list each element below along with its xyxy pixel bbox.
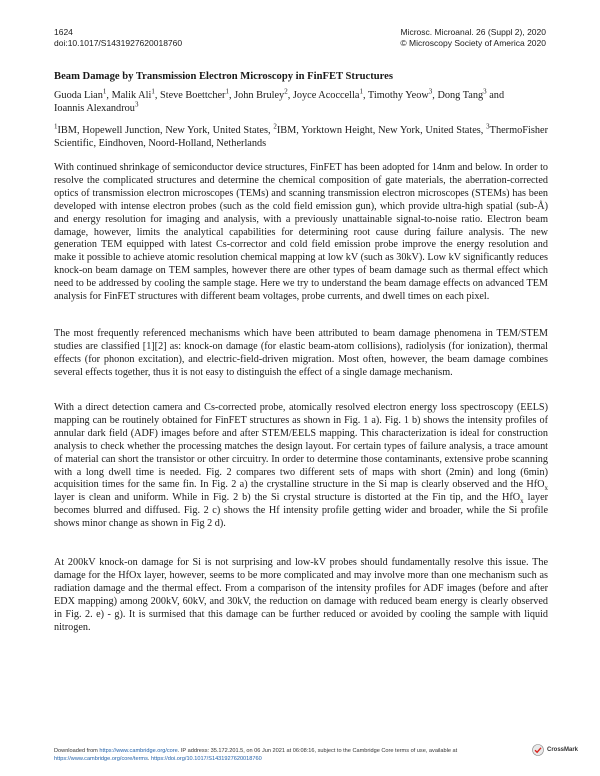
page-header-right	[400, 27, 546, 49]
author-affiliation-mark: 3	[134, 100, 139, 109]
paragraph-text: With a direct detection camera and Cs-corrected probe, atomically resolved electron energy loss spectroscopy (EELS) mapping can be routinely obtained for FinFET structures as shown in Fig. 1 a). Fig. 1 b) shows the intensity profiles of annular dark field (ADF) images before and after STEM/EELS mapping. This characterization is ideal for construction analysis to check whether the processing matches the design layout. For certain types of failure analysis, a trace amount of material can short the transistor or other circuitry. In order to determine those contaminants, extensive probe scanning with a long dwell time is needed. Fig. 2 compares two different sets of maps with short (2min) and long (6min) acquisition times for the same fin. In Fig. 2 a) the crystalline structure in the Si map is clearly observed and the HfO	[54, 402, 548, 491]
article-title: Beam Damage by Transmission Electron Microscopy in FinFET Structures	[54, 71, 394, 82]
affiliation: IBM, Hopewell Junction, New York, United States,	[57, 125, 274, 136]
subscript: x	[520, 497, 524, 506]
footer-text: . IP address: 35.172.201.5, on 06 Jun 2021 at 06:08:16, subject to the Cambridge Core terms of use, available at	[177, 748, 458, 754]
affiliation-mark: 3	[486, 122, 490, 131]
doi-link[interactable]: https://doi.org/10.1017/S1431927620018760	[151, 755, 262, 762]
author-affiliation-mark: 1	[225, 87, 229, 96]
crossmark-icon	[532, 744, 544, 756]
affiliations	[54, 124, 548, 150]
affiliation-mark: 1	[54, 122, 58, 131]
author: Dong Tang	[437, 90, 484, 101]
cambridge-core-link[interactable]: https://www.cambridge.org/core	[99, 748, 178, 754]
crossmark-label: CrossMark	[547, 747, 579, 753]
subscript: x	[544, 484, 548, 493]
author-affiliation-mark: 1	[102, 87, 107, 96]
download-footer	[54, 748, 514, 763]
author: Guoda Lian	[54, 90, 103, 101]
affiliation: IBM, Yorktown Height, New York, United States,	[276, 125, 487, 136]
author: Malik Ali	[111, 90, 152, 101]
body-paragraph-2: The most frequently referenced mechanisms which have been attributed to beam damage phenomena in TEM/STEM studies are classified [1][2] as: knock-on damage (for elastic beam-atom collisions), radiolysis (for ionization), thermal effects (for phonon excitation), and electric-field-driven migration. Most often, however, the beam damage combines several effects together, thus it is not easy to distinguish the effect of a single damage mechanism.	[54, 328, 548, 378]
author-affiliation-mark: 1	[359, 87, 363, 96]
author-affiliation-mark: 2	[284, 87, 288, 96]
author: John Bruley	[234, 90, 285, 101]
author: Ioannis Alexandrou	[54, 103, 135, 114]
footer-text: .	[147, 755, 151, 762]
footer-text: Downloaded from	[54, 748, 100, 754]
author: Joyce Acoccella	[292, 90, 360, 101]
author: Timothy Yeow	[367, 90, 429, 101]
copyright: © Microscopy Society of America 2020	[400, 38, 546, 48]
paragraph-text: layer becomes blurred and diffused. Fig. 2 c) shows the Hf intensity profile getting wider and broader, while the Si profile shows minor change as shown in Fig 2 d).	[54, 492, 548, 530]
author: Steve Boettcher	[159, 90, 226, 101]
author-list: Guoda Lian$^1$, Malik Ali$^1$, Steve Boettcher$^1$, John Bruley$^2$, Joyce Acoccella$^1$, Timothy Yeow$^3$, Dong Tang$^3$ and Ioannis Alexandrou$^3$	[54, 87, 505, 114]
crossmark-badge[interactable]	[532, 744, 578, 756]
author-affiliation-mark: 3	[428, 87, 433, 96]
author-affiliation-mark: 1	[151, 87, 155, 96]
author-affiliation-mark: 3	[483, 87, 487, 96]
paragraph-text: layer is clean and uniform. While in Fig. 2 b) the Si crystal structure is distorted at the Fin tip, and the HfO	[54, 492, 521, 504]
doi: doi:10.1017/S1431927620018760	[54, 38, 183, 48]
body-paragraph-3	[54, 402, 548, 531]
page-header-left	[54, 27, 182, 49]
body-paragraph-4: At 200kV knock-on damage for Si is not surprising and low-kV probes should fundamentally resolve this issue. The damage for the HfOx layer, however, seems to be more complicated and may involve more than one mechanism such as radiation damage and the thermal effect. From a comparison of the intensity profiles for ADF images (before and after EDX mapping) among 200kV, 60kV, and 30kV, the reduction on damage with reduced beam energy is clearly observed in Fig. 2. e) - g). It is surmised that this damage can be further reduced or avoided by cooling the sample with liquid nitrogen.	[54, 557, 548, 633]
body-paragraph-1: With continued shrinkage of semiconductor device structures, FinFET has been adopted for 14nm and below. In order to resolve the complicated structures and determine the chemical composition of gate materials, the aberration-corrected optics of transmission electron microscopes (TEMs) and scanning transmission electron microscopes (STEMs) has been developed with intense electron probes (such as the cold field emission gun), which provide ultra-high spatial (sub-Å) and energy resolution for imaging and analysis, with a previously unattainable signal-to-noise ratio. Electron beam damage, however, limits the analytical capabilities for determining root cause during failure analysis. The new generation TEM equipped with latest Cs-corrector and cold field emission probe improve the energy resolution and make it possible to achieve atomic resolution chemical mapping at low kV (such as 30kV). Low kV significantly reduces knock-on beam damage on TEM samples, however there are other types of beam damage such as thermal effect which need to be addressed by cooling the sample stage. Here we try to understand the beam damage effects on advanced TEM analysis for FinFET structures with different beam voltages, probe currents, and dwell times on each pixel.	[54, 162, 548, 303]
affiliation: ThermoFisher Scientific, Eindhoven, Noord-Holland, Netherlands	[54, 125, 548, 149]
terms-link[interactable]: https://www.cambridge.org/core/terms	[54, 755, 148, 762]
page-number: 1624	[54, 27, 73, 37]
journal-citation: Microsc. Microanal. 26 (Suppl 2), 2020	[400, 27, 546, 37]
affiliation-mark: 2	[273, 122, 277, 131]
